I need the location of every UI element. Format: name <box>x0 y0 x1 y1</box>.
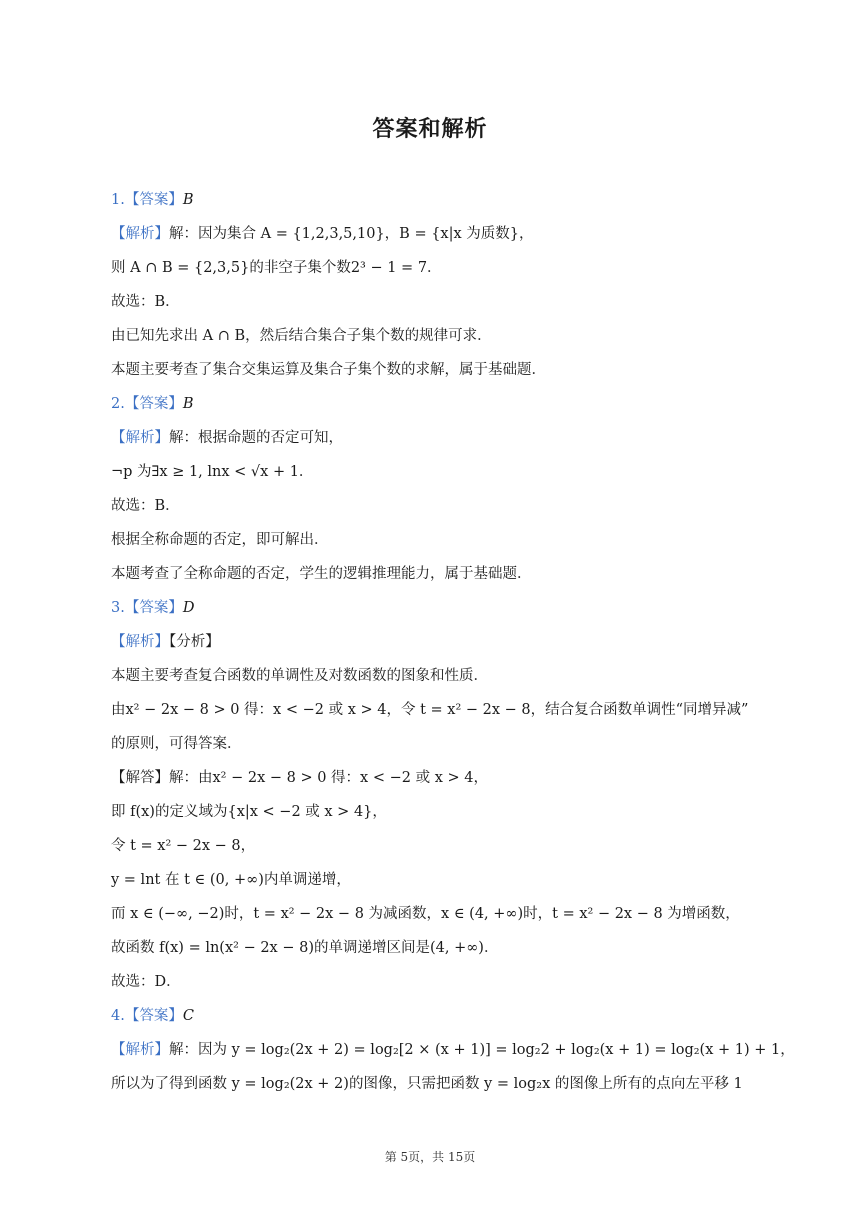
text-line <box>111 730 761 764</box>
text-line <box>111 356 761 390</box>
text-line <box>111 798 761 832</box>
page-footer: 第 5页，共 15页 <box>384 1150 476 1164</box>
line-text: B <box>182 192 194 208</box>
text-line <box>111 424 761 458</box>
line-text: 而 x ∈ (−∞, −2)时，t = x² − 2x − 8 为减函数，x ∈ (4, +∞)时，t = x² − 2x − 8 为增函数， <box>111 906 740 922</box>
text-line <box>111 1002 761 1036</box>
text-line <box>111 900 761 934</box>
line-text: 【解答】解：由x² − 2x − 8 > 0 得：x < −2 或 x > 4， <box>111 770 488 786</box>
line-text: 故选：D． <box>111 974 181 990</box>
line-tag: 2.【答案】 <box>111 396 183 412</box>
text-line <box>111 322 761 356</box>
line-text: 本题主要考查了集合交集运算及集合子集个数的求解，属于基础题． <box>111 362 546 378</box>
text-line <box>111 458 761 492</box>
line-text: 由x² − 2x − 8 > 0 得：x < −2 或 x > 4，令 t = x² − 2x − 8，结合复合函数单调性“同增异减” <box>111 702 749 718</box>
line-text: 【分析】 <box>169 634 220 650</box>
text-line <box>111 526 761 560</box>
text-line <box>111 594 761 628</box>
line-text: D <box>182 600 195 616</box>
line-tag: 1.【答案】 <box>111 192 183 208</box>
text-line <box>111 560 761 594</box>
line-text: 则 A ∩ B = {2,3,5}的非空子集个数2³ − 1 = 7． <box>111 260 442 276</box>
text-line <box>111 1036 795 1070</box>
line-text: 的原则，可得答案． <box>111 736 242 752</box>
line-tag: 4.【答案】 <box>111 1008 183 1024</box>
line-text: 解：根据命题的否定可知， <box>169 430 343 446</box>
line-text: 根据全称命题的否定，即可解出． <box>111 532 329 548</box>
page-title: 答案和解析 <box>372 117 488 142</box>
answer-content <box>111 186 795 1104</box>
line-text: 故函数 f(x) = ln(x² − 2x − 8)的单调递增区间是(4, +∞)． <box>111 940 499 956</box>
line-tag: 【解析】 <box>111 226 169 242</box>
text-line <box>111 696 761 730</box>
line-tag: 3.【答案】 <box>111 600 183 616</box>
line-text: 解：因为集合 A = {1,2,3,5,10}，B = {x|x 为质数}， <box>169 226 534 242</box>
text-line <box>111 662 761 696</box>
text-line <box>111 492 761 526</box>
line-tag: 【解析】 <box>111 634 169 650</box>
text-line <box>111 390 761 424</box>
line-text: 本题主要考查复合函数的单调性及对数函数的图象和性质． <box>111 668 488 684</box>
text-line <box>111 220 761 254</box>
text-line <box>111 968 761 1002</box>
line-text: y = lnt 在 t ∈ (0, +∞)内单调递增， <box>111 872 351 888</box>
line-text: 即 f(x)的定义域为{x|x < −2 或 x > 4}， <box>111 804 387 820</box>
text-line <box>111 288 761 322</box>
line-tag: 【解析】 <box>111 430 169 446</box>
line-text: ¬p 为∃x ≥ 1, lnx < √x + 1． <box>111 464 314 480</box>
text-line <box>111 628 761 662</box>
line-text: C <box>182 1008 194 1024</box>
text-line <box>111 1070 761 1104</box>
text-line <box>111 254 761 288</box>
text-line <box>111 832 761 866</box>
line-text: 令 t = x² − 2x − 8， <box>111 838 256 854</box>
line-text: 解：因为 y = log₂(2x + 2) = log₂[2 × (x + 1)] = log₂2 + log₂(x + 1) = log₂(x + 1) + 1， <box>169 1042 795 1058</box>
line-text: B <box>182 396 194 412</box>
text-line <box>111 186 761 220</box>
line-text: 本题考查了全称命题的否定，学生的逻辑推理能力，属于基础题． <box>111 566 532 582</box>
line-text: 故选：B． <box>111 498 180 514</box>
line-text: 故选：B． <box>111 294 180 310</box>
text-line <box>111 934 761 968</box>
line-text: 由已知先求出 A ∩ B，然后结合集合子集个数的规律可求． <box>111 328 492 344</box>
line-text: 所以为了得到函数 y = log₂(2x + 2)的图像，只需把函数 y = log₂x 的图像上所有的点向左平移 1 <box>111 1076 743 1092</box>
text-line <box>111 764 761 798</box>
text-line <box>111 866 761 900</box>
line-tag: 【解析】 <box>111 1042 169 1058</box>
